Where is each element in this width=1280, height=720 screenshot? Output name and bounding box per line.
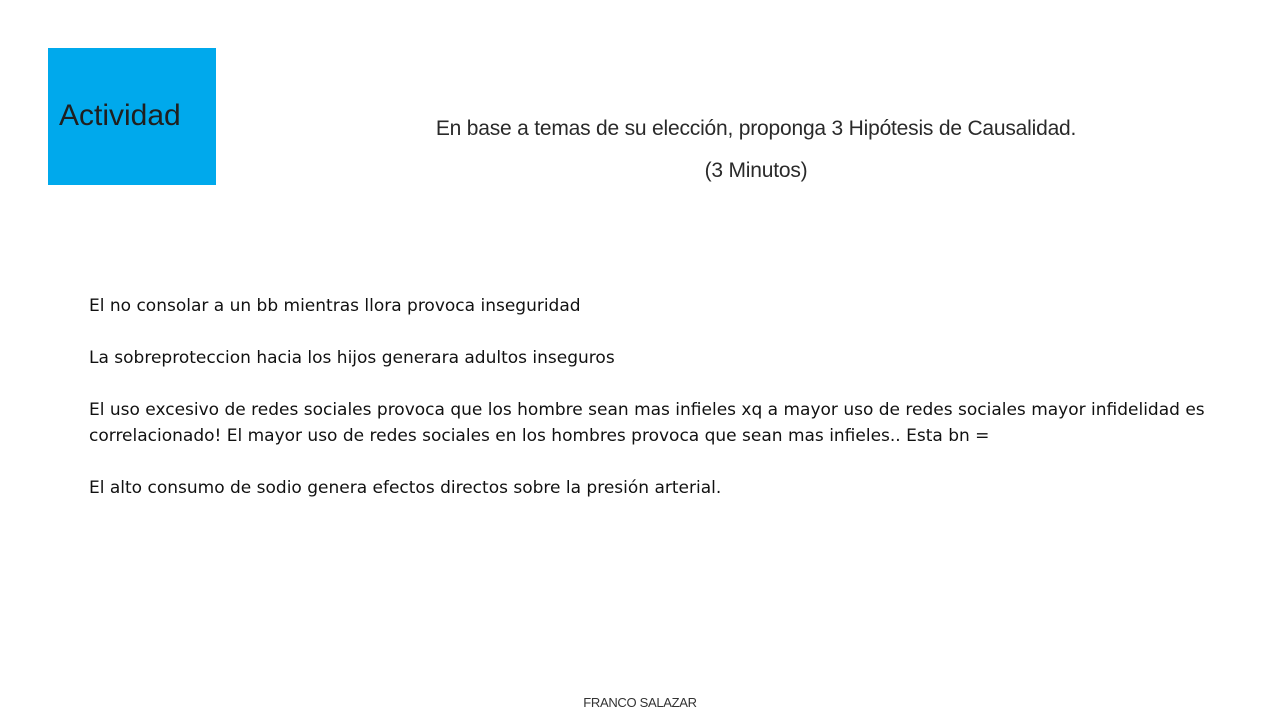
answers-list <box>89 293 1229 527</box>
slide-title: Actividad <box>59 98 181 132</box>
instruction-text: En base a temas de su elección, proponga 3 Hipótesis de Causalidad. <box>435 117 1077 140</box>
title-box <box>48 48 216 185</box>
answer-item: El no consolar a un bb mientras llora provoca inseguridad <box>89 296 581 316</box>
instruction-block <box>300 108 1212 192</box>
time-limit-text: (3 Minutos) <box>704 159 808 182</box>
answer-item: El alto consumo de sodio genera efectos directos sobre la presión arterial. <box>89 478 722 498</box>
answer-item: El uso excesivo de redes sociales provoca que los hombre sean mas infieles xq a mayor uso de redes sociales mayor infidelidad es correlacionado! El mayor uso de redes sociales en los hombres provoca que sean mas infieles.. Esta bn = <box>89 400 1205 446</box>
footer-author: FRANCO SALAZAR <box>583 695 697 710</box>
answer-item: La sobreproteccion hacia los hijos generara adultos inseguros <box>89 348 615 368</box>
